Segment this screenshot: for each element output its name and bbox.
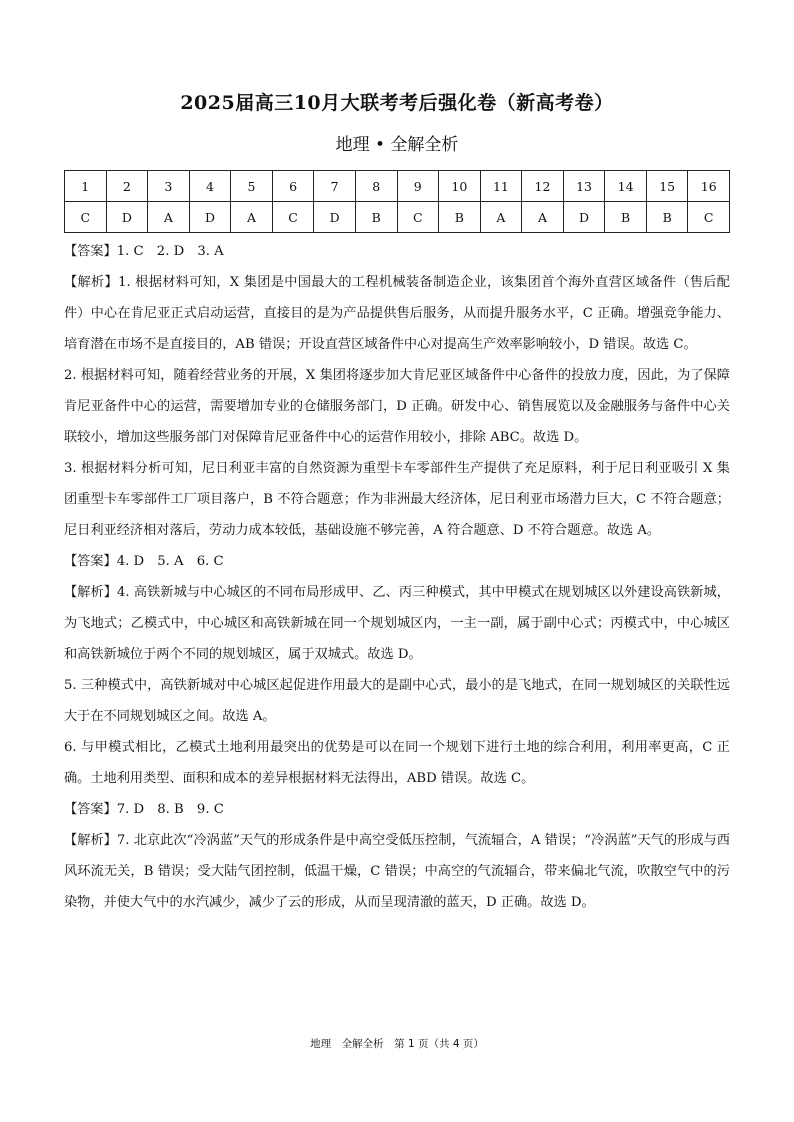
answer-key-table <box>64 170 730 233</box>
question-number: 4 <box>189 171 231 202</box>
answer-cell: C <box>65 202 107 233</box>
question-number: 10 <box>439 171 481 202</box>
question-number: 6 <box>272 171 314 202</box>
question-number: 13 <box>563 171 605 202</box>
question-number: 1 <box>65 171 107 202</box>
answer-cell: A <box>480 202 522 233</box>
answer-cell: D <box>563 202 605 233</box>
question-number: 7 <box>314 171 356 202</box>
document-title: 2025届高三10月大联考考后强化卷（新高考卷） <box>180 92 614 114</box>
explanation-body <box>64 236 730 918</box>
page-footer: 地理 全解全析 第 1 页（共 4 页） <box>310 1038 484 1050</box>
answer-cell: C <box>397 202 439 233</box>
explanation-paragraph: 【解析】1. 根据材料可知，X 集团是中国最大的工程机械装备制造企业，该集团首个海外直营区域备件（售后配件）中心在肯尼亚正式启动运营，直接目的是为产品提供售后服务，从而提升服务水平，C 正确。增强竞争能力、培育潜在市场不是直接目的，AB 错误；开设直营区域备件中心对提高生产效率影响较小，D 错误。故选 C。 <box>64 275 730 352</box>
answer-line: 【答案】1. C 2. D 3. A <box>64 244 224 259</box>
answer-cell: D <box>106 202 148 233</box>
answer-cell: D <box>314 202 356 233</box>
document-subtitle: 地理 • 全解全析 <box>335 135 459 155</box>
answer-line: 【答案】7. D 8. B 9. C <box>64 802 224 817</box>
answer-cell: C <box>272 202 314 233</box>
answer-cell: B <box>439 202 481 233</box>
question-number: 12 <box>522 171 564 202</box>
explanation-paragraph: 6. 与甲模式相比，乙模式土地利用最突出的优势是可以在同一个规划下进行土地的综合利用，利用率更高，C 正确。土地利用类型、面积和成本的差异根据材料无法得出，ABD 错误。故选 C。 <box>64 740 730 786</box>
question-number: 5 <box>231 171 273 202</box>
explanation-paragraph: 【解析】7. 北京此次“冷涡蓝”天气的形成条件是中高空受低压控制，气流辐合，A 错误；“冷涡蓝”天气的形成与西风环流无关，B 错误；受大陆气团控制，低温干燥，C 错误；中高空的气流辐合，带来偏北气流，吹散空气中的污染物，并使大气中的水汽减少，减少了云的形成，从而呈现清澈的蓝天，D 正确。故选 D。 <box>64 833 730 910</box>
explanation-paragraph: 5. 三种模式中，高铁新城对中心城区起促进作用最大的是副中心式，最小的是飞地式，在同一规划城区的关联性远大于在不同规划城区之间。故选 A。 <box>64 678 730 724</box>
question-number: 8 <box>355 171 397 202</box>
explanation-paragraph: 【解析】4. 高铁新城与中心城区的不同布局形成甲、乙、丙三种模式，其中甲模式在规划城区以外建设高铁新城，为飞地式；乙模式中，中心城区和高铁新城在同一个规划城区内，一主一副，属于副中心式；丙模式中，中心城区和高铁新城位于两个不同的规划城区，属于双城式。故选 D。 <box>64 585 730 662</box>
answer-cell: A <box>522 202 564 233</box>
answer-cell: B <box>355 202 397 233</box>
question-number: 3 <box>148 171 190 202</box>
question-number: 2 <box>106 171 148 202</box>
explanation-paragraph: 3. 根据材料分析可知，尼日利亚丰富的自然资源为重型卡车零部件生产提供了充足原料，利于尼日利亚吸引 X 集团重型卡车零部件工厂项目落户，B 不符合题意；作为非洲最大经济体，尼日利亚市场潜力巨大，C 不符合题意；尼日利亚经济相对落后，劳动力成本较低，基础设施不够完善，A 符合题意、D 不符合题意。故选 A。 <box>64 461 730 538</box>
question-number: 15 <box>646 171 688 202</box>
answer-cell: D <box>189 202 231 233</box>
explanation-paragraph: 2. 根据材料可知，随着经营业务的开展，X 集团将逐步加大肯尼亚区域备件中心备件的投放力度，因此，为了保障肯尼亚备件中心的运营，需要增加专业的仓储服务部门，D 正确。研发中心、销售展览以及金融服务与备件中心关联较小，增加这些服务部门对保障肯尼亚备件中心的运营作用较小，排除 ABC。故选 D。 <box>64 368 730 445</box>
answer-line: 【答案】4. D 5. A 6. C <box>64 554 224 569</box>
answer-row <box>65 202 730 233</box>
question-number: 14 <box>605 171 647 202</box>
answer-cell: B <box>646 202 688 233</box>
answer-cell: A <box>231 202 273 233</box>
question-number: 9 <box>397 171 439 202</box>
question-number-row <box>65 171 730 202</box>
question-number: 16 <box>688 171 730 202</box>
answer-cell: C <box>688 202 730 233</box>
question-number: 11 <box>480 171 522 202</box>
answer-cell: A <box>148 202 190 233</box>
answer-cell: B <box>605 202 647 233</box>
